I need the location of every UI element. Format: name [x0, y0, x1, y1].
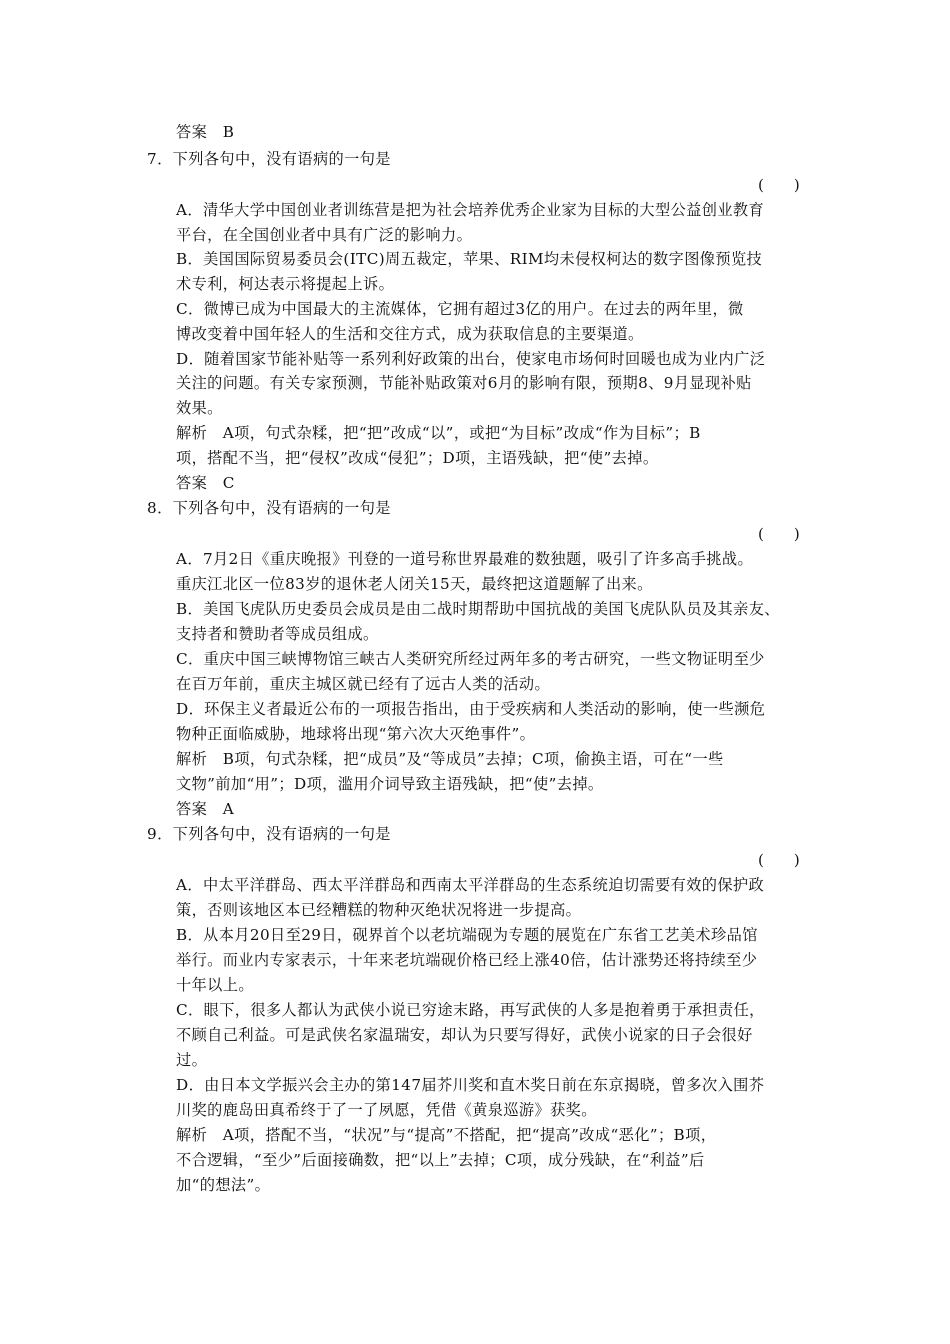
q8-analysis-line2: 文物”前加“用”；D项，滥用介词导致主语残缺，把“使”去掉。 [176, 775, 604, 793]
q8-analysis-line1: 解析 B项，句式杂糅，把“成员”及“等成员”去掉；C项，偷换主语，可在“一些 [176, 750, 724, 768]
q9-option-c-line3: 过。 [176, 1051, 208, 1069]
q9-analysis-line1: 解析 A项，搭配不当，“状况”与“提高”不搭配，把“提高”改成“恶化”；B项， [176, 1126, 717, 1144]
q8-option-c-line2: 在百万年前，重庆主城区就已经有了远古人类的活动。 [176, 675, 551, 693]
q7-option-b-line1: B．美国国际贸易委员会(ITC)周五裁定，苹果、RIM均未侵权柯达的数字图像预览技 [176, 250, 763, 268]
q8-option-b-line1: B．美国飞虎队历史委员会成员是由二战时期帮助中国抗战的美国飞虎队队员及其亲友、 [176, 600, 780, 618]
q9-option-c-line2: 不顾自己利益。可是武侠名家温瑞安，却认为只要写得好，武侠小说家的日子会很好 [176, 1026, 753, 1044]
q8-option-d-line2: 物种正面临威胁，地球将出现“第六次大灭绝事件”。 [176, 725, 536, 743]
q9-option-b-line1: B．从本月20日至29日，砚界首个以老坑端砚为专题的展览在广东省工艺美术珍品馆 [176, 926, 758, 944]
q7-option-d-line3: 效果。 [176, 399, 223, 417]
q9-option-a-line1: A．中太平洋群岛、西太平洋群岛和西南太平洋群岛的生态系统迫切需要有效的保护政 [176, 876, 765, 894]
q9-analysis-line3: 加“的想法”。 [176, 1176, 271, 1194]
q7-option-a-line1: A．清华大学中国创业者训练营是把为社会培养优秀企业家为目标的大型公益创业教育 [176, 201, 765, 219]
q9-option-b-line3: 十年以上。 [176, 976, 254, 994]
q9-option-d-line1: D．由日本文学振兴会主办的第147届芥川奖和直木奖日前在东京揭晓，曾多次入围芥 [176, 1076, 765, 1094]
q9-option-c-line1: C．眼下，很多人都认为武侠小说已穷途末路，再写武侠的人多是抱着勇于承担责任， [176, 1001, 765, 1019]
q7-option-d-line1: D．随着国家节能补贴等一系列利好政策的出台，使家电市场何时回暖也成为业内广泛 [176, 350, 766, 368]
question-9-stem: 9．下列各句中，没有语病的一句是 [147, 825, 391, 843]
q8-option-a-line2: 重庆江北区一位83岁的退休老人闭关15天，最终把这道题解了出来。 [176, 575, 653, 593]
answer-q8: 答案 A [176, 800, 235, 818]
q8-option-b-line2: 支持者和赞助者等成员组成。 [176, 625, 379, 643]
question-7-stem: 7．下列各句中，没有语病的一句是 [147, 150, 391, 168]
q7-option-a-line2: 平台，在全国创业者中具有广泛的影响力。 [176, 226, 473, 244]
q7-option-c-line1: C．微博已成为中国最大的主流媒体，它拥有超过3亿的用户。在过去的两年里，微 [176, 300, 744, 318]
q7-option-b-line2: 术专利，柯达表示将提起上诉。 [176, 275, 395, 293]
question-9-answer-blank: ( ) [758, 851, 800, 869]
q7-analysis-line1: 解析 A项，句式杂糅，把“把”改成“以”，或把“为目标”改成“作为目标”；B [176, 424, 701, 442]
answer-q6: 答案 B [176, 123, 235, 141]
q9-option-b-line2: 举行。而业内专家表示，十年来老坑端砚价格已经上涨40倍，估计涨势还将持续至少 [176, 951, 758, 969]
question-8-answer-blank: ( ) [758, 525, 800, 543]
q7-option-d-line2: 关注的问题。有关专家预测，节能补贴政策对6月的影响有限，预期8、9月显现补贴 [176, 374, 752, 392]
q9-option-a-line2: 策，否则该地区本已经糟糕的物种灭绝状况将进一步提高。 [176, 901, 582, 919]
q8-option-c-line1: C．重庆中国三峡博物馆三峡古人类研究所经过两年多的考古研究，一些文物证明至少 [176, 650, 765, 668]
q9-option-d-line2: 川奖的鹿岛田真希终于了一了夙愿，凭借《黄泉巡游》获奖。 [176, 1101, 597, 1119]
answer-q7: 答案 C [176, 474, 235, 492]
q9-analysis-line2: 不合逻辑，“至少”后面接确数，把“以上”去掉；C项，成分残缺，在“利益”后 [176, 1151, 705, 1169]
q8-option-d-line1: D．环保主义者最近公布的一项报告指出，由于受疾病和人类活动的影响，使一些濒危 [176, 700, 766, 718]
q7-option-c-line2: 博改变着中国年轻人的生活和交往方式，成为获取信息的主要渠道。 [176, 325, 644, 343]
question-7-answer-blank: ( ) [758, 176, 800, 194]
q8-option-a-line1: A．7月2日《重庆晚报》刊登的一道号称世界最难的数独题，吸引了许多高手挑战。 [176, 550, 754, 568]
question-8-stem: 8．下列各句中，没有语病的一句是 [147, 499, 391, 517]
q7-analysis-line2: 项，搭配不当，把“侵权”改成“侵犯”；D项，主语残缺，把“使”去掉。 [176, 449, 659, 467]
